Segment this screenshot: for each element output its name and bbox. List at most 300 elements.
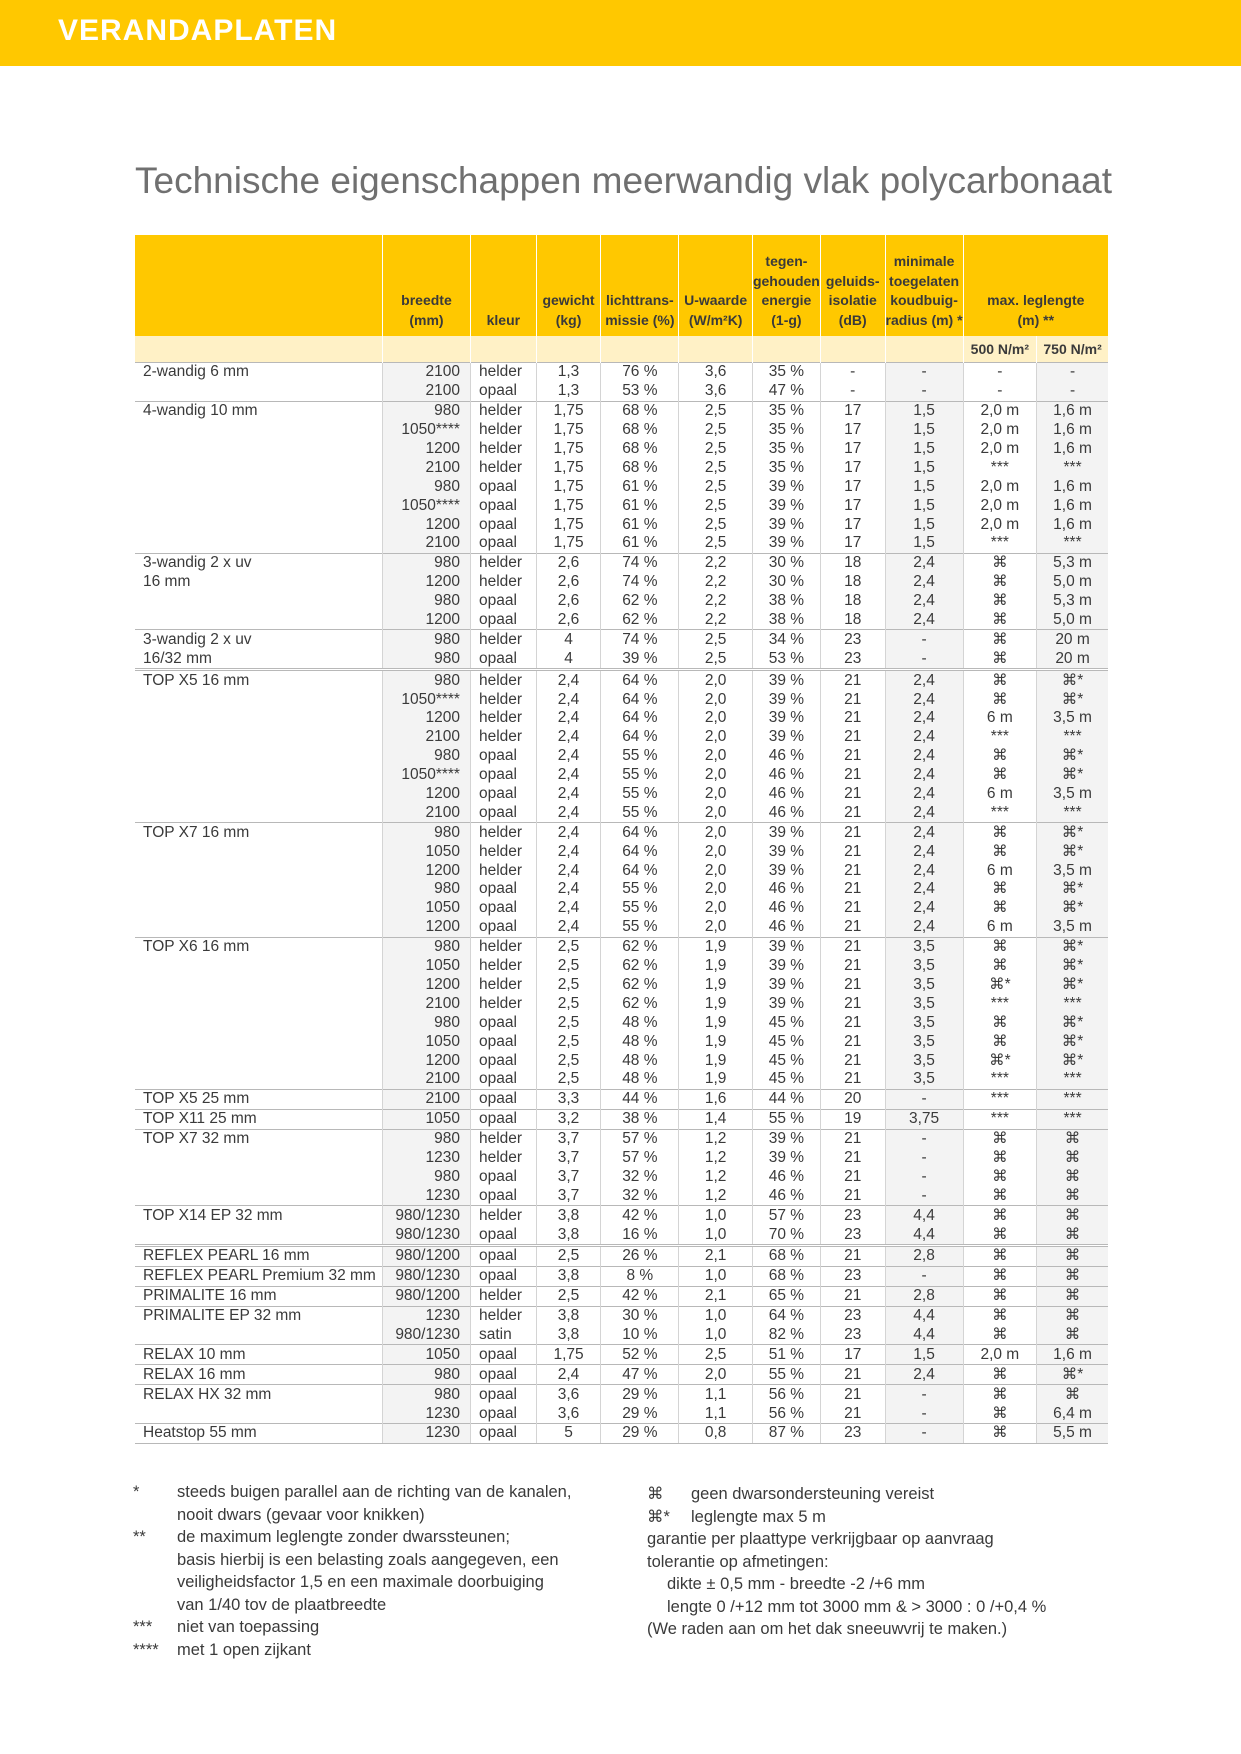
width-cell: 1050 <box>382 1032 470 1051</box>
light-transmission-cell: 55 % <box>601 766 679 785</box>
weight-cell: 2,4 <box>536 690 601 709</box>
span-500-cell: ⌘ <box>963 1167 1037 1186</box>
u-value-cell: 2,1 <box>679 1245 753 1266</box>
span-500-cell: ⌘ <box>963 573 1037 592</box>
product-name <box>135 1032 382 1051</box>
span-500-cell: ⌘ <box>963 899 1037 918</box>
product-name: TOP X6 16 mm <box>135 937 382 956</box>
weight-cell: 2,5 <box>536 1032 601 1051</box>
product-name: 3-wandig 2 x uv <box>135 553 382 572</box>
product-name <box>135 766 382 785</box>
symbol-note-text: leglengte max 5 m <box>691 1507 826 1526</box>
energy-cell: 64 % <box>752 1306 820 1325</box>
energy-cell: 39 % <box>752 937 820 956</box>
u-value-cell: 2,0 <box>679 823 753 842</box>
sound-insulation-cell: 21 <box>820 728 885 747</box>
weight-cell: 3,3 <box>536 1089 601 1109</box>
weight-cell: 2,5 <box>536 1286 601 1306</box>
span-750-cell: 1,6 m <box>1037 401 1108 420</box>
span-750-cell: 1,6 m <box>1037 421 1108 440</box>
weight-cell: 2,6 <box>536 553 601 572</box>
energy-cell: 65 % <box>752 1286 820 1306</box>
energy-cell: 39 % <box>752 477 820 496</box>
u-value-cell: 2,2 <box>679 573 753 592</box>
color-cell: helder <box>470 861 536 880</box>
span-750-cell: ⌘ <box>1037 1225 1108 1245</box>
color-cell: opaal <box>470 785 536 804</box>
product-name: REFLEX PEARL Premium 32 mm <box>135 1266 382 1286</box>
width-cell: 980 <box>382 630 470 649</box>
u-value-cell: 1,2 <box>679 1129 753 1148</box>
energy-cell: 46 % <box>752 803 820 822</box>
sound-insulation-cell: 23 <box>820 1225 885 1245</box>
product-name: 16 mm <box>143 573 191 591</box>
sound-insulation-cell: 21 <box>820 690 885 709</box>
energy-cell: 56 % <box>752 1385 820 1404</box>
sound-insulation-cell: 21 <box>820 842 885 861</box>
width-cell: 980 <box>382 747 470 766</box>
sound-insulation-cell: 23 <box>820 1206 885 1225</box>
light-transmission-cell: 62 % <box>601 937 679 956</box>
span-750-cell: 3,5 m <box>1037 785 1108 804</box>
bend-radius-cell: - <box>885 1149 963 1168</box>
light-transmission-cell: 64 % <box>601 709 679 728</box>
product-name <box>135 534 382 553</box>
weight-cell: 2,4 <box>536 709 601 728</box>
table-row <box>135 1245 1108 1266</box>
sound-insulation-cell: 21 <box>820 918 885 937</box>
bend-radius-cell: 2,4 <box>885 553 963 572</box>
light-transmission-cell: 57 % <box>601 1129 679 1148</box>
color-cell: opaal <box>470 747 536 766</box>
color-cell: opaal <box>470 1032 536 1051</box>
span-500-cell: 2,0 m <box>963 1345 1037 1365</box>
u-value-cell: 2,0 <box>679 690 753 709</box>
sound-insulation-cell: 21 <box>820 1186 885 1205</box>
width-cell: 980 <box>382 1013 470 1032</box>
symbol-note <box>647 1483 1117 1506</box>
sound-insulation-cell: 21 <box>820 1245 885 1266</box>
product-name: PRIMALITE 16 mm <box>135 1286 382 1306</box>
bend-radius-cell: - <box>885 1266 963 1286</box>
color-cell: helder <box>470 937 536 956</box>
span-500-cell: ⌘* <box>963 976 1037 995</box>
table-row <box>135 496 1108 515</box>
table-row <box>135 1286 1108 1306</box>
span-500-cell: ⌘ <box>963 957 1037 976</box>
u-value-cell: 1,6 <box>679 1089 753 1109</box>
table-row <box>135 553 1108 572</box>
energy-cell: 39 % <box>752 823 820 842</box>
u-value-cell: 2,5 <box>679 421 753 440</box>
span-500-cell: ⌘ <box>963 1032 1037 1051</box>
color-cell: opaal <box>470 1089 536 1109</box>
width-cell: 980 <box>382 553 470 572</box>
sound-insulation-cell: 17 <box>820 534 885 553</box>
sound-insulation-cell: 21 <box>820 1167 885 1186</box>
energy-cell: 70 % <box>752 1225 820 1245</box>
light-transmission-cell: 29 % <box>601 1423 679 1443</box>
product-name <box>135 880 382 899</box>
color-cell: helder <box>470 1129 536 1148</box>
span-750-cell: ⌘* <box>1037 937 1108 956</box>
table-row <box>135 1149 1108 1168</box>
color-cell: opaal <box>470 880 536 899</box>
product-name: 4-wandig 10 mm <box>135 401 382 420</box>
bend-radius-cell: - <box>885 363 963 382</box>
product-name: TOP X7 32 mm <box>135 1129 382 1148</box>
energy-cell: 46 % <box>752 880 820 899</box>
width-cell: 1050**** <box>382 766 470 785</box>
u-value-cell: 1,9 <box>679 957 753 976</box>
product-name <box>135 957 382 976</box>
sound-insulation-cell: 17 <box>820 401 885 420</box>
column-header: gewicht (kg) <box>536 235 601 336</box>
u-value-cell: 2,0 <box>679 861 753 880</box>
table-row <box>135 861 1108 880</box>
u-value-cell: 1,9 <box>679 1051 753 1070</box>
width-cell: 1200 <box>382 440 470 459</box>
sound-insulation-cell: 21 <box>820 957 885 976</box>
energy-cell: 39 % <box>752 670 820 690</box>
color-cell: helder <box>470 728 536 747</box>
product-name <box>135 440 382 459</box>
span-750-cell: 3,5 m <box>1037 918 1108 937</box>
color-cell: helder <box>470 1286 536 1306</box>
table-row <box>135 899 1108 918</box>
span-500-cell: ⌘ <box>963 553 1037 572</box>
light-transmission-cell: 38 % <box>601 1109 679 1129</box>
bend-radius-cell: - <box>885 1167 963 1186</box>
energy-cell: 39 % <box>752 496 820 515</box>
weight-cell: 1,75 <box>536 401 601 420</box>
table-row <box>135 728 1108 747</box>
span-750-cell: ⌘ <box>1037 1129 1108 1148</box>
bend-radius-cell: 2,4 <box>885 823 963 842</box>
symbol-note <box>647 1506 1117 1529</box>
sound-insulation-cell: 21 <box>820 861 885 880</box>
product-name: TOP X5 25 mm <box>135 1089 382 1109</box>
color-cell: helder <box>470 630 536 649</box>
energy-cell: 39 % <box>752 1129 820 1148</box>
sound-insulation-cell: 17 <box>820 440 885 459</box>
span-750-cell: ⌘ <box>1037 1385 1108 1404</box>
light-transmission-cell: 68 % <box>601 458 679 477</box>
product-name <box>135 611 382 630</box>
light-transmission-cell: 62 % <box>601 957 679 976</box>
product-name <box>135 1070 382 1089</box>
energy-cell: 45 % <box>752 1070 820 1089</box>
u-value-cell: 2,5 <box>679 477 753 496</box>
light-transmission-cell: 29 % <box>601 1404 679 1423</box>
span-750-cell: - <box>1037 382 1108 401</box>
bend-radius-cell: 2,4 <box>885 690 963 709</box>
bend-radius-cell: 2,4 <box>885 573 963 592</box>
span-750-cell: ⌘* <box>1037 766 1108 785</box>
light-transmission-cell: 48 % <box>601 1013 679 1032</box>
bend-radius-cell: 4,4 <box>885 1225 963 1245</box>
span-750-cell: ⌘* <box>1037 690 1108 709</box>
footnotes-right <box>647 1483 1117 1641</box>
energy-cell: 38 % <box>752 611 820 630</box>
light-transmission-cell: 48 % <box>601 1070 679 1089</box>
weight-cell: 3,7 <box>536 1129 601 1148</box>
bend-radius-cell: - <box>885 1385 963 1404</box>
span-750-cell: 3,5 m <box>1037 709 1108 728</box>
bend-radius-cell: 3,5 <box>885 1051 963 1070</box>
color-cell: helder <box>470 458 536 477</box>
product-name: 3-wandig 2 x uv <box>135 630 382 649</box>
product-name: 16/32 mm <box>143 649 212 667</box>
light-transmission-cell: 39 % <box>601 649 679 669</box>
weight-cell: 2,6 <box>536 611 601 630</box>
weight-cell: 2,4 <box>536 1365 601 1385</box>
tolerance-heading: tolerantie op afmetingen: <box>647 1552 829 1571</box>
span-750-cell: ⌘* <box>1037 899 1108 918</box>
color-cell: opaal <box>470 1245 536 1266</box>
weight-cell: 3,6 <box>536 1385 601 1404</box>
energy-cell: 68 % <box>752 1245 820 1266</box>
u-value-cell: 1,1 <box>679 1385 753 1404</box>
symbol-note-text: geen dwarsondersteuning vereist <box>691 1485 935 1503</box>
u-value-cell: 1,9 <box>679 937 753 956</box>
width-cell: 1050 <box>382 1109 470 1129</box>
product-name <box>135 918 382 937</box>
span-750-cell: 6,4 m <box>1037 1404 1108 1423</box>
page-title: Technische eigenschappen meerwandig vlak polycarbonaat <box>135 160 1113 201</box>
command-star-symbol-icon: ⌘* <box>647 1507 670 1526</box>
product-name: 2-wandig 6 mm <box>135 363 382 382</box>
u-value-cell: 3,6 <box>679 363 753 382</box>
bend-radius-cell: - <box>885 1186 963 1205</box>
color-cell: opaal <box>470 803 536 822</box>
snow-advice-note: (We raden aan om het dak sneeuwvrij te maken.) <box>647 1620 1008 1638</box>
weight-cell: 2,5 <box>536 1245 601 1266</box>
light-transmission-cell: 64 % <box>601 690 679 709</box>
table-row <box>135 670 1108 690</box>
sound-insulation-cell: 21 <box>820 709 885 728</box>
bend-radius-cell: 2,4 <box>885 803 963 822</box>
span-500-cell: ⌘ <box>963 1306 1037 1325</box>
span-500-cell: ⌘ <box>963 1186 1037 1205</box>
light-transmission-cell: 32 % <box>601 1186 679 1205</box>
u-value-cell: 1,2 <box>679 1186 753 1205</box>
light-transmission-cell: 52 % <box>601 1345 679 1365</box>
energy-cell: 55 % <box>752 1365 820 1385</box>
span-500-cell: ⌘ <box>963 823 1037 842</box>
product-name: Heatstop 55 mm <box>135 1423 382 1443</box>
color-cell: opaal <box>470 382 536 401</box>
u-value-cell: 1,9 <box>679 1013 753 1032</box>
product-name: TOP X5 16 mm <box>135 670 382 690</box>
color-cell: helder <box>470 1149 536 1168</box>
sound-insulation-cell: 21 <box>820 823 885 842</box>
product-name <box>135 1167 382 1186</box>
product-name <box>135 899 382 918</box>
width-cell: 2100 <box>382 363 470 382</box>
bend-radius-cell: 2,4 <box>885 861 963 880</box>
sound-insulation-cell: 21 <box>820 937 885 956</box>
bend-radius-cell: 2,4 <box>885 709 963 728</box>
bend-radius-cell: - <box>885 649 963 669</box>
table-row <box>135 382 1108 401</box>
span-500-cell: ⌘ <box>963 1286 1037 1306</box>
span-500-cell: ⌘ <box>963 1423 1037 1443</box>
table-row <box>135 1206 1108 1225</box>
weight-cell: 3,8 <box>536 1266 601 1286</box>
color-cell: helder <box>470 573 536 592</box>
light-transmission-cell: 55 % <box>601 880 679 899</box>
bend-radius-cell: - <box>885 1089 963 1109</box>
width-cell: 980 <box>382 592 470 611</box>
width-cell: 1050 <box>382 1345 470 1365</box>
u-value-cell: 2,2 <box>679 592 753 611</box>
span-500-cell: 6 m <box>963 861 1037 880</box>
span-500-cell: 2,0 m <box>963 401 1037 420</box>
light-transmission-cell: 62 % <box>601 611 679 630</box>
light-transmission-cell: 47 % <box>601 1365 679 1385</box>
span-750-cell: *** <box>1037 803 1108 822</box>
span-750-cell: 3,5 m <box>1037 861 1108 880</box>
width-cell: 980 <box>382 670 470 690</box>
u-value-cell: 2,0 <box>679 728 753 747</box>
sound-insulation-cell: 23 <box>820 649 885 669</box>
bend-radius-cell: - <box>885 382 963 401</box>
table-row <box>135 976 1108 995</box>
weight-cell: 3,7 <box>536 1167 601 1186</box>
bend-radius-cell: 3,5 <box>885 994 963 1013</box>
sound-insulation-cell: 17 <box>820 421 885 440</box>
table-row <box>135 880 1108 899</box>
u-value-cell: 1,2 <box>679 1167 753 1186</box>
span-500-cell: 2,0 m <box>963 515 1037 534</box>
u-value-cell: 1,0 <box>679 1266 753 1286</box>
product-name: TOP X11 25 mm <box>135 1109 382 1129</box>
product-name <box>135 690 382 709</box>
table-row <box>135 1225 1108 1245</box>
light-transmission-cell: 62 % <box>601 994 679 1013</box>
u-value-cell: 2,0 <box>679 899 753 918</box>
table-row <box>135 766 1108 785</box>
bend-radius-cell: 3,75 <box>885 1109 963 1129</box>
warranty-note: garantie per plaattype verkrijgbaar op aanvraag <box>647 1530 994 1548</box>
footnote <box>133 1616 643 1639</box>
width-cell: 2100 <box>382 1089 470 1109</box>
light-transmission-cell: 64 % <box>601 670 679 690</box>
energy-cell: 47 % <box>752 382 820 401</box>
color-cell: opaal <box>470 766 536 785</box>
energy-cell: 39 % <box>752 861 820 880</box>
energy-cell: 46 % <box>752 899 820 918</box>
span-750-cell: - <box>1037 363 1108 382</box>
weight-cell: 2,5 <box>536 957 601 976</box>
width-cell: 980/1200 <box>382 1286 470 1306</box>
product-name: RELAX 10 mm <box>135 1345 382 1365</box>
weight-cell: 2,4 <box>536 918 601 937</box>
u-value-cell: 1,1 <box>679 1404 753 1423</box>
width-cell: 980 <box>382 1385 470 1404</box>
light-transmission-cell: 55 % <box>601 899 679 918</box>
energy-cell: 46 % <box>752 1167 820 1186</box>
color-cell: opaal <box>470 1423 536 1443</box>
sound-insulation-cell: 21 <box>820 1365 885 1385</box>
weight-cell: 2,4 <box>536 747 601 766</box>
span-500-cell: *** <box>963 994 1037 1013</box>
width-cell: 1050 <box>382 842 470 861</box>
color-cell: helder <box>470 363 536 382</box>
color-cell: satin <box>470 1326 536 1345</box>
u-value-cell: 2,0 <box>679 766 753 785</box>
product-name <box>135 1225 382 1245</box>
table-row <box>135 1385 1108 1404</box>
width-cell: 1230 <box>382 1186 470 1205</box>
span-500-cell: ⌘ <box>963 747 1037 766</box>
sound-insulation-cell: 21 <box>820 766 885 785</box>
bend-radius-cell: 2,4 <box>885 880 963 899</box>
u-value-cell: 2,2 <box>679 611 753 630</box>
table-row <box>135 803 1108 822</box>
span-750-cell: 5,5 m <box>1037 1423 1108 1443</box>
color-cell: helder <box>470 421 536 440</box>
width-cell: 2100 <box>382 994 470 1013</box>
product-name <box>135 1051 382 1070</box>
product-name <box>135 496 382 515</box>
bend-radius-cell: 1,5 <box>885 458 963 477</box>
color-cell: opaal <box>470 1109 536 1129</box>
color-cell: opaal <box>470 611 536 630</box>
color-cell: helder <box>470 690 536 709</box>
product-name <box>135 709 382 728</box>
color-cell: opaal <box>470 515 536 534</box>
sound-insulation-cell: 21 <box>820 994 885 1013</box>
bend-radius-cell: - <box>885 1423 963 1443</box>
bend-radius-cell: 2,4 <box>885 899 963 918</box>
width-cell: 1050**** <box>382 496 470 515</box>
weight-cell: 3,8 <box>536 1306 601 1325</box>
span-500-cell: *** <box>963 458 1037 477</box>
light-transmission-cell: 64 % <box>601 842 679 861</box>
sound-insulation-cell: 23 <box>820 1266 885 1286</box>
span-500-cell: ⌘ <box>963 880 1037 899</box>
weight-cell: 1,3 <box>536 363 601 382</box>
tolerance-line: dikte ± 0,5 mm - breedte -2 /+6 mm <box>667 1575 926 1593</box>
u-value-cell: 2,5 <box>679 515 753 534</box>
width-cell: 1200 <box>382 918 470 937</box>
sound-insulation-cell: 18 <box>820 553 885 572</box>
energy-cell: 46 % <box>752 1186 820 1205</box>
table-row <box>135 937 1108 956</box>
u-value-cell: 1,4 <box>679 1109 753 1129</box>
weight-cell: 3,8 <box>536 1326 601 1345</box>
column-header: U-waarde (W/m²K) <box>679 235 753 336</box>
table-row <box>135 823 1108 842</box>
energy-cell: 51 % <box>752 1345 820 1365</box>
footnote-text: met 1 open zijkant <box>177 1640 311 1659</box>
weight-cell: 1,75 <box>536 534 601 553</box>
u-value-cell: 1,0 <box>679 1206 753 1225</box>
span-500-cell: ⌘ <box>963 766 1037 785</box>
u-value-cell: 1,0 <box>679 1326 753 1345</box>
width-cell: 980 <box>382 937 470 956</box>
u-value-cell: 2,0 <box>679 670 753 690</box>
product-name: TOP X7 16 mm <box>135 823 382 842</box>
span-500-cell: 6 m <box>963 785 1037 804</box>
color-cell: helder <box>470 957 536 976</box>
weight-cell: 1,75 <box>536 421 601 440</box>
weight-cell: 2,4 <box>536 728 601 747</box>
bend-radius-cell: 1,5 <box>885 421 963 440</box>
u-value-cell: 2,5 <box>679 458 753 477</box>
